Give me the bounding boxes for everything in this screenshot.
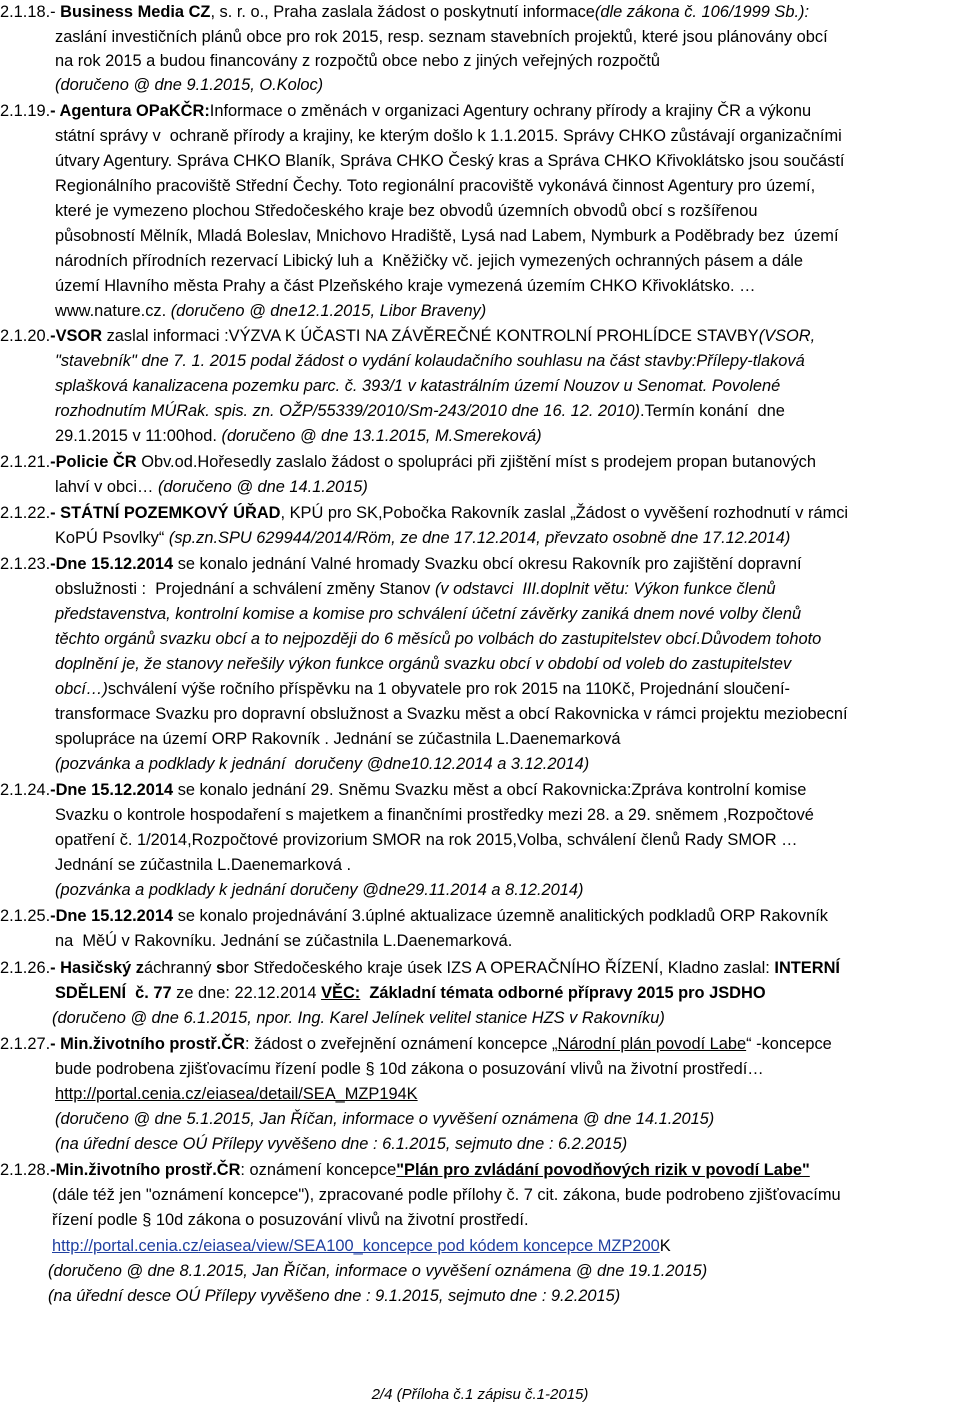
text-line: [52, 1185, 841, 1205]
text-segment: (doručeno @ dne 14.1.2015): [157, 478, 368, 496]
text-line: [55, 477, 368, 497]
text-segment: doplnění je, že stanovy neřešily výkon funkce orgánů svazku obcí v období od voleb do zastupitelstev: [55, 655, 792, 673]
text-line: [55, 27, 828, 47]
text-line: [48, 1261, 707, 1281]
text-line: [55, 251, 803, 271]
text-segment: : oznámení koncepce: [240, 1161, 397, 1179]
text-line: [55, 376, 780, 396]
text-segment: : žádost o zveřejnění oznámení koncepce „: [244, 1035, 558, 1053]
text-segment: 2.1.27.: [0, 1035, 51, 1053]
text-line: [55, 426, 542, 446]
text-segment: "stavebník" dne 7. 1. 2015 podal žádost o vydání kolaudačního souhlasu na část stavby:Přílepy-tlaková: [55, 352, 805, 370]
text-line: [55, 704, 848, 724]
text-segment: (sp.zn.SPU 629944/2014/Röm, ze dne 17.12.2014, převzato osobně dne 17.12.2014): [168, 529, 791, 547]
text-segment: - STÁTNÍ POZEMKOVÝ ÚŘAD: [50, 504, 281, 522]
text-segment: (pozvánka a podklady k jednání doručeny @dne10.12.2014 a 3.12.2014): [55, 755, 590, 773]
text-segment: zaslání investičních plánů obce pro rok 2015, resp. seznam stavebních projektů, které jsou plánovány obcí: [55, 28, 828, 46]
text-segment: (doručeno @ dne 13.1.2015, M.Smereková): [221, 427, 542, 445]
text-segment: (na úřední desce OÚ Přílepy vyvěšeno dne : 9.1.2015, sejmuto dne : 9.2.2015): [48, 1287, 621, 1305]
text-segment: K: [659, 1237, 671, 1255]
text-segment: 2.1.25.: [0, 907, 51, 925]
text-segment: - Hasičský z: [50, 959, 144, 977]
text-segment: území Hlavního města Prahy a část Plzeňského kraje vymezená územím CHKO Křivoklátsko. …: [55, 277, 756, 295]
text-segment: spolupráce na území ORP Rakovník . Jednání se zúčastnila L.Daenemarková: [55, 730, 621, 748]
text-line: [55, 830, 798, 850]
text-line: [0, 326, 815, 346]
text-segment: -Dne 15.12.2014: [50, 907, 174, 925]
text-segment: Svazku o kontrole hospodaření s majetkem a finančními prostředky mezi 28. a 29. sněmem ,Rozpočtové: [55, 806, 814, 824]
text-line: [0, 101, 811, 121]
text-line: [55, 151, 844, 171]
text-segment: .: [161, 302, 171, 320]
text-segment: -Dne 15.12.2014: [50, 781, 174, 799]
text-line: [0, 2, 809, 22]
text-segment: které je vymezeno plochou Středočeského kraje bez obvodů územních obvodů obcí s rozšířenou: [55, 202, 758, 220]
text-line: [0, 1034, 832, 1054]
text-segment: se konalo jednání 29. Sněmu Svazku měst a obcí Rakovnicka:Zpráva kontrolní komise: [173, 781, 807, 799]
text-segment: působností Mělník, Mladá Boleslav, Mnichovo Hradiště, Lysá nad Labem, Nymburk a Poděbrady bez území: [55, 227, 839, 245]
text-segment: www.nature.cz: [55, 302, 162, 320]
text-line: [55, 654, 791, 674]
text-segment: splašková kanalizacena pozemku parc. č. 393/1 v katastrálním území Nouzov u Senomat. Povolené: [55, 377, 781, 395]
text-line: [55, 629, 821, 649]
text-segment: představenstva, kontrolní komise a komise pro schválení účetní závěrky zaniká dnem nové volby členů: [55, 605, 802, 623]
text-segment: (doručeno @ dne 9.1.2015, O.Koloc): [55, 76, 324, 94]
text-segment: KoPÚ Psovlky“: [55, 529, 169, 547]
text-segment: transformace Svazku pro dopravní obslužnost a Svazku měst a obcí Rakovnicka v rámci projektu meziobecní: [55, 705, 848, 723]
text-segment: obcí…): [55, 680, 108, 698]
text-line: [0, 452, 816, 472]
text-segment: -Min.životního prostř.ČR: [50, 1161, 241, 1179]
text-line: [55, 880, 583, 900]
text-line: [55, 51, 660, 71]
text-segment: "Plán pro zvládání povodňových rizik v povodí Labe": [396, 1161, 810, 1179]
text-line: [52, 1008, 665, 1028]
text-segment: -Dne 15.12.2014: [50, 555, 174, 573]
text-line: [52, 1236, 671, 1256]
text-line: [55, 1084, 418, 1104]
text-line: [55, 401, 785, 421]
text-segment: se konalo jednání Valné hromady Svazku obcí okresu Rakovník pro zajištění dopravní: [173, 555, 802, 573]
text-segment: 2.1.24.: [0, 781, 51, 799]
text-line: [55, 276, 756, 296]
text-segment: (v odstavci III.doplnit větu: Výkon funkce členů: [434, 580, 776, 598]
text-line: [0, 1160, 810, 1180]
text-segment: (doručeno @ dne 6.1.2015, npor. Ing. Karel Jelínek velitel stanice HZS v Rakovníku): [52, 1009, 665, 1027]
text-line: [0, 780, 806, 800]
text-line: [55, 528, 790, 548]
text-segment: - Agentura OPaKČR:: [50, 102, 210, 120]
text-segment: “ -koncepce: [746, 1035, 832, 1053]
text-segment: státní správy v ochraně přírody a krajiny, ke kterým došlo k 1.1.2015. Správy CHKO zůstávají organizačními: [55, 127, 842, 145]
text-segment: obslužnosti : Projednání a schválení změny Stanov: [55, 580, 435, 598]
text-line: [55, 805, 814, 825]
text-segment: 2.1.19.: [0, 102, 51, 120]
text-line: [55, 754, 589, 774]
text-line: [55, 983, 766, 1003]
text-line: [55, 729, 620, 749]
text-segment: rozhodnutím MÚRak. spis. zn. OŽP/55339/2010/Sm-243/2010 dne 16. 12. 2010): [55, 402, 640, 420]
text-segment: útvary Agentury. Správa CHKO Blaník, Správa CHKO Český kras a Správa CHKO Křivoklátsko jsou součástí: [55, 152, 845, 170]
text-segment: 2.1.21.: [0, 453, 51, 471]
text-line: [55, 579, 776, 599]
text-segment: Business Media CZ: [60, 3, 211, 21]
text-segment: zaslal informaci :VÝZVA K ÚČASTI NA ZÁVĚREČNÉ KONTROLNÍ PROHLÍDCE STAVBY: [102, 327, 759, 345]
text-line: [55, 176, 815, 196]
text-segment: se konalo projednávání 3.úplné aktualizace územně analitických podkladů ORP Rakovník: [173, 907, 828, 925]
text-segment: áchranný: [143, 959, 216, 977]
text-segment: (dále též jen "oznámení koncepce"), zpracované podle přílohy č. 7 cit. zákona, bude podrobeno zjišťovacímu: [52, 1186, 841, 1204]
text-segment: Národní plán povodí Labe: [557, 1035, 747, 1053]
text-segment: .Termín konání dne: [639, 402, 785, 420]
text-line: [55, 201, 757, 221]
text-line: [55, 679, 790, 699]
text-segment: na MěÚ v Rakovníku. Jednání se zúčastnila L.Daenemarková.: [55, 932, 513, 950]
text-segment: opatření č. 1/2014,Rozpočtové provizorium SMOR na rok 2015,Volba, schválení členů Rady SMOR …: [55, 831, 798, 849]
text-segment: VĚC:: [321, 984, 361, 1002]
text-line: [55, 126, 842, 146]
text-line: [55, 1059, 764, 1079]
text-segment: řízení podle § 10d zákona o posuzování vlivů na životní prostředí.: [52, 1211, 529, 1229]
text-segment: lahví v obci…: [55, 478, 158, 496]
text-segment: 2.1.23.: [0, 555, 51, 573]
text-segment: bor Středočeského kraje úsek IZS A OPERAČNÍHO ŘÍZENÍ, Kladno zaslal:: [225, 959, 775, 977]
text-segment: Informace o změnách v organizaci Agentury ochrany přírody a krajiny ČR a výkonu: [209, 102, 812, 120]
text-segment: 2.1.26.: [0, 959, 51, 977]
text-line: [0, 958, 840, 978]
text-segment: SDĚLENÍ č. 77: [55, 984, 172, 1002]
text-segment: (VSOR,: [758, 327, 816, 345]
text-segment: schválení výše ročního příspěvku na 1 obyvatele pro rok 2015 na 110Kč, Projednání sloučení-: [107, 680, 790, 698]
text-segment: (dle zákona č. 106/1999 Sb.):: [594, 3, 810, 21]
text-segment: na rok 2015 a budou financovány z rozpočtů obce nebo z jiných veřejných rozpočtů: [55, 52, 661, 70]
text-line: [48, 1286, 620, 1306]
text-line: [0, 503, 848, 523]
page-footer: 2/4 (Příloha č.1 zápisu č.1-2015): [371, 1386, 589, 1403]
hyperlink[interactable]: http://portal.cenia.cz/eiasea/view/SEA100_koncepce pod kódem koncepce MZP200: [52, 1237, 660, 1255]
text-line: [0, 906, 828, 926]
text-line: [55, 301, 486, 321]
text-line: [55, 226, 839, 246]
text-line: [52, 1210, 529, 1230]
text-line: [55, 604, 801, 624]
text-segment: (na úřední desce OÚ Přílepy vyvěšeno dne : 6.1.2015, sejmuto dne : 6.2.2015): [55, 1135, 628, 1153]
text-segment: http://portal.cenia.cz/eiasea/detail/SEA_MZP194K: [55, 1085, 418, 1103]
text-segment: bude podrobena zjišťovacímu řízení podle § 10d zákona o posuzování vlivů na životní prostředí…: [55, 1060, 764, 1078]
text-line: [55, 855, 351, 875]
text-line: [0, 554, 802, 574]
text-segment: Regionálního pracoviště Střední Čechy. Toto regionální pracoviště vykonává činnost Agentury pro území,: [55, 177, 816, 195]
text-segment: 2.1.22.: [0, 504, 51, 522]
text-line: [55, 351, 805, 371]
text-line: [55, 75, 323, 95]
text-segment: INTERNÍ: [774, 959, 840, 977]
text-segment: 2.1.28.: [0, 1161, 51, 1179]
text-line: [55, 1134, 627, 1154]
text-segment: , s. r. o., Praha zaslala žádost o poskytnutí informace: [210, 3, 595, 21]
text-segment: národních přírodních rezervací Libický luh a Kněžičky vč. jejich vymezených ochranných pásem a dále: [55, 252, 803, 270]
text-segment: Základní témata odborné přípravy 2015 pro JSDHO: [360, 984, 766, 1002]
text-segment: (doručeno @ dne 5.1.2015, Jan Říčan, informace o vyvěšení oznámena @ dne 14.1.2015): [55, 1110, 715, 1128]
text-segment: (pozvánka a podklady k jednání doručeny @dne29.11.2014 a 8.12.2014): [55, 881, 584, 899]
text-segment: (doručeno @ dne 8.1.2015, Jan Říčan, informace o vyvěšení oznámena @ dne 19.1.2015): [48, 1262, 708, 1280]
text-segment: 2.1.18.-: [0, 3, 61, 21]
text-segment: Obv.od.Hořesedly zaslalo žádost o spolupráci při zjištění míst s prodejem propan butanových: [136, 453, 816, 471]
text-segment: 2.1.20.: [0, 327, 51, 345]
text-line: [55, 1109, 714, 1129]
text-segment: -Policie ČR: [50, 453, 137, 471]
text-segment: 29.1.2015 v 11:00hod.: [55, 427, 222, 445]
text-segment: , KPÚ pro SK,Pobočka Rakovník zaslal „Žádost o vyvěšení rozhodnutí v rámci: [280, 504, 849, 522]
text-segment: (doručeno @ dne12.1.2015, Libor Braveny): [170, 302, 487, 320]
text-line: [55, 931, 512, 951]
text-segment: Jednání se zúčastnila L.Daenemarková .: [55, 856, 352, 874]
text-segment: -VSOR: [50, 327, 103, 345]
text-segment: s: [215, 959, 226, 977]
text-segment: ze dne: 22.12.2014: [171, 984, 322, 1002]
text-segment: - Min.životního prostř.ČR: [50, 1035, 245, 1053]
text-segment: těchto orgánů svazku obcí a to nejpozději do 6 měsíců po volbách do zastupitelstev obcí.Důvodem tohoto: [55, 630, 822, 648]
